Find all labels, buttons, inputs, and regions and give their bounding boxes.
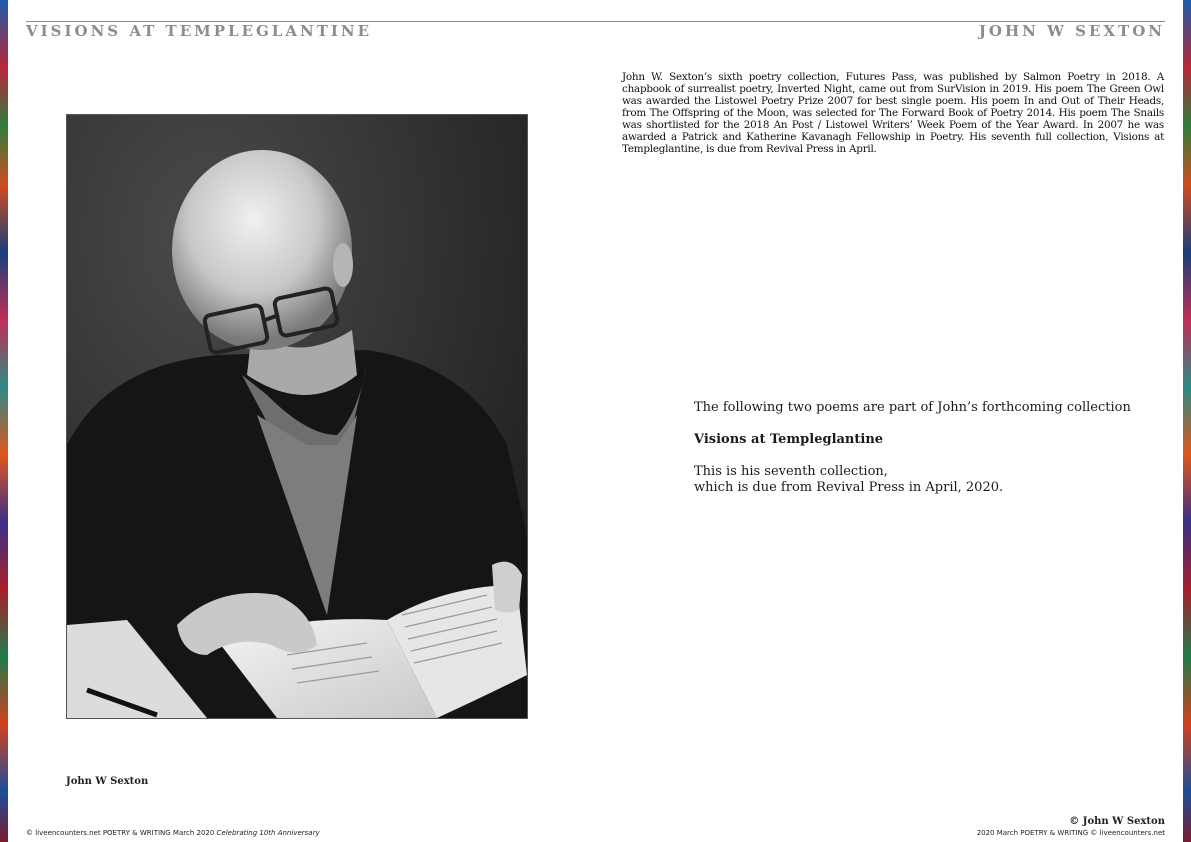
note-line-3: This is his seventh collection, (694, 464, 888, 479)
footer-right: 2020 March POETRY & WRITING © liveencounters.net (976, 829, 1165, 837)
left-decorative-border (0, 0, 8, 842)
collection-title: Visions at Templeglantine (694, 432, 884, 447)
running-head-author: JOHN W SEXTON (978, 22, 1165, 40)
author-bio: John W. Sexton’s sixth poetry collection, Futures Pass, was published by Salmon Poetry in 2018. A chapbook of surrealist poetry, Inverted Night, came out from SurVision in 2019. His poem The Green Owl was awarded the Listowel Poetry Prize 2007 for best single poem. His poem In and Out of Their Heads, from The Offspring of the Moon, was selected for The Forward Book of Poetry 2014. His poem The Snails was shortlisted for the 2018 An Post / Listowel Writers’ Week Poem of the Year Award. In 2007 he was awarded a Patrick and Katherine Kavanagh Fellowship in Poetry. His seventh full collection, Visions at Templeglantine, is due from Revival Press in April. (622, 71, 1164, 155)
collection-note (694, 400, 1134, 496)
copyright-notice: © John W Sexton (1069, 816, 1165, 827)
footer-left-text: © liveencounters.net POETRY & WRITING March 2020 (26, 829, 215, 837)
right-decorative-border (1183, 0, 1191, 842)
note-intro: The following two poems are part of John’s forthcoming collection (694, 400, 1131, 415)
note-line-4: which is due from Revival Press in April, 2020. (694, 480, 1004, 495)
photo-caption: John W Sexton (66, 776, 149, 787)
running-head-title: VISIONS AT TEMPLEGLANTINE (26, 22, 373, 40)
author-photo (66, 114, 528, 719)
footer-left-italic: Celebrating 10th Anniversary (216, 829, 320, 837)
footer-left (26, 829, 320, 837)
